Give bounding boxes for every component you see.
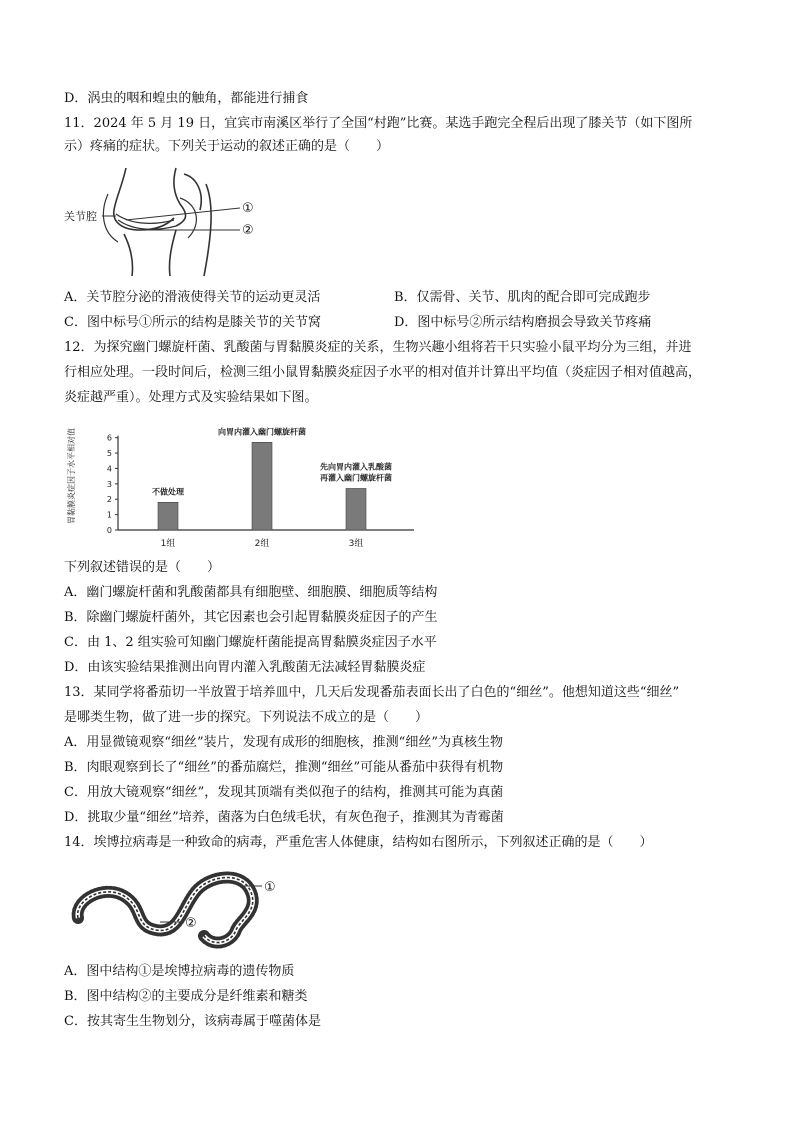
chart-bar-annotation: 再灌入幽门螺旋杆菌 bbox=[320, 473, 392, 483]
q14-stem: 14．埃博拉病毒是一种致命的病毒，严重危害人体健康，结构如右图所示，下列叙述正确的是（ ） bbox=[64, 835, 653, 850]
chart-y-axis-label: 胃黏膜炎症因子水平相对值 bbox=[67, 428, 76, 524]
chart-bar-annotation: 先向胃内灌入乳酸菌 bbox=[320, 462, 392, 472]
q12-option-d: D．由该实验结果推测出向胃内灌入乳酸菌无法减轻胃黏膜炎症 bbox=[64, 660, 426, 675]
q11-option-b: B．仅需骨、关节、肌肉的配合即可完成跑步 bbox=[394, 290, 651, 305]
chart-bar-annotation: 不做处理 bbox=[152, 487, 184, 497]
chart-y-tick-label: 2 bbox=[106, 495, 112, 505]
ebola-virus-figure bbox=[64, 860, 294, 952]
chart-category-label: 3组 bbox=[348, 539, 364, 549]
inflammation-bar-chart bbox=[64, 414, 424, 554]
chart-bar bbox=[252, 442, 272, 530]
chart-y-tick-label: 5 bbox=[106, 449, 112, 459]
chart-y-tick-label: 6 bbox=[106, 433, 112, 443]
chart-bar-annotation: 向胃内灌入幽门螺旋杆菌 bbox=[218, 427, 306, 437]
q11-option-c: C．图中标号①所示的结构是膝关节的关节窝 bbox=[64, 315, 321, 330]
q12-option-b: B．除幽门螺旋杆菌外，其它因素也会引起胃黏膜炎症因子的产生 bbox=[64, 610, 438, 625]
chart-category-label: 2组 bbox=[254, 539, 270, 549]
knee-marker-2: ② bbox=[242, 223, 254, 238]
chart-y-tick-label: 4 bbox=[106, 464, 112, 474]
chart-y-tick-label: 1 bbox=[106, 510, 112, 520]
q13-option-c: C．用放大镜观察“细丝”，发现其顶端有类似孢子的结构，推测其可能为真菌 bbox=[64, 785, 504, 800]
q14-option-c: C．按其寄生生物划分，该病毒属于噬菌体是 bbox=[64, 1014, 321, 1029]
q11-option-a: A．关节腔分泌的滑液使得关节的运动更灵活 bbox=[64, 290, 321, 305]
q12-option-c: C．由 1、2 组实验可知幽门螺旋杆菌能提高胃黏膜炎症因子水平 bbox=[64, 635, 437, 650]
chart-bar bbox=[346, 488, 366, 530]
chart-y-tick-label: 3 bbox=[106, 479, 112, 489]
chart-bar bbox=[158, 502, 178, 530]
q13-stem-line2: 是哪类生物，做了进一步的探究。下列说法不成立的是（ ） bbox=[64, 710, 429, 725]
q10-option-d: D．涡虫的咽和蝗虫的触角，都能进行捕食 bbox=[64, 91, 309, 106]
q12-stem-line2: 行相应处理。一段时间后，检测三组小鼠胃黏膜炎症因子水平的相对值并计算出平均值（炎症因子相对值越高， bbox=[64, 365, 702, 380]
chart-y-tick-label: 0 bbox=[106, 526, 112, 535]
knee-marker-1: ① bbox=[242, 201, 254, 216]
chart-category-label: 1组 bbox=[160, 539, 176, 549]
q14-option-a: A．图中结构①是埃博拉病毒的遗传物质 bbox=[64, 964, 295, 979]
q12-option-a: A．幽门螺旋杆菌和乳酸菌都具有细胞壁、细胞膜、细胞质等结构 bbox=[64, 585, 438, 600]
q12-stem-line1: 12．为探究幽门螺旋杆菌、乳酸菌与胃黏膜炎症的关系，生物兴趣小组将若干只实验小鼠平均分为三组，并进 bbox=[64, 340, 692, 355]
virus-marker-1: ① bbox=[264, 880, 276, 895]
q13-option-b: B．肉眼观察到长了“细丝”的番茄腐烂，推测“细丝”可能从番茄中获得有机物 bbox=[64, 760, 504, 775]
knee-label-cavity: 关节腔 bbox=[64, 210, 97, 223]
q11-option-d: D．图中标号②所示结构磨损会导致关节疼痛 bbox=[394, 315, 652, 330]
q13-option-a: A．用显微镜观察“细丝”装片，发现有成形的细胞核，推测“细丝”为真核生物 bbox=[64, 735, 503, 750]
q12-question: 下列叙述错误的是（ ） bbox=[64, 560, 221, 575]
q12-stem-line3: 炎症越严重）。处理方式及实验结果如下图。 bbox=[64, 390, 318, 405]
q11-stem-line2: 示）疼痛的症状。下列关于运动的叙述正确的是（ ） bbox=[64, 139, 390, 154]
q13-stem-line1: 13．某同学将番茄切一半放置于培养皿中，几天后发现番茄表面长出了白色的“细丝”。他想知道这些“细丝” bbox=[64, 685, 680, 700]
q14-option-b: B．图中结构②的主要成分是纤维素和糖类 bbox=[64, 989, 308, 1004]
q13-option-d: D．挑取少量“细丝”培养，菌落为白色绒毛状，有灰色孢子，推测其为青霉菌 bbox=[64, 810, 504, 825]
knee-joint-figure bbox=[64, 164, 274, 278]
q11-stem-line1: 11．2024 年 5 月 19 日，宜宾市南溪区举行了全国“村跑”比赛。某选手跑完全程后出现了膝关节（如下图所 bbox=[64, 116, 693, 131]
virus-marker-2: ② bbox=[185, 916, 197, 931]
